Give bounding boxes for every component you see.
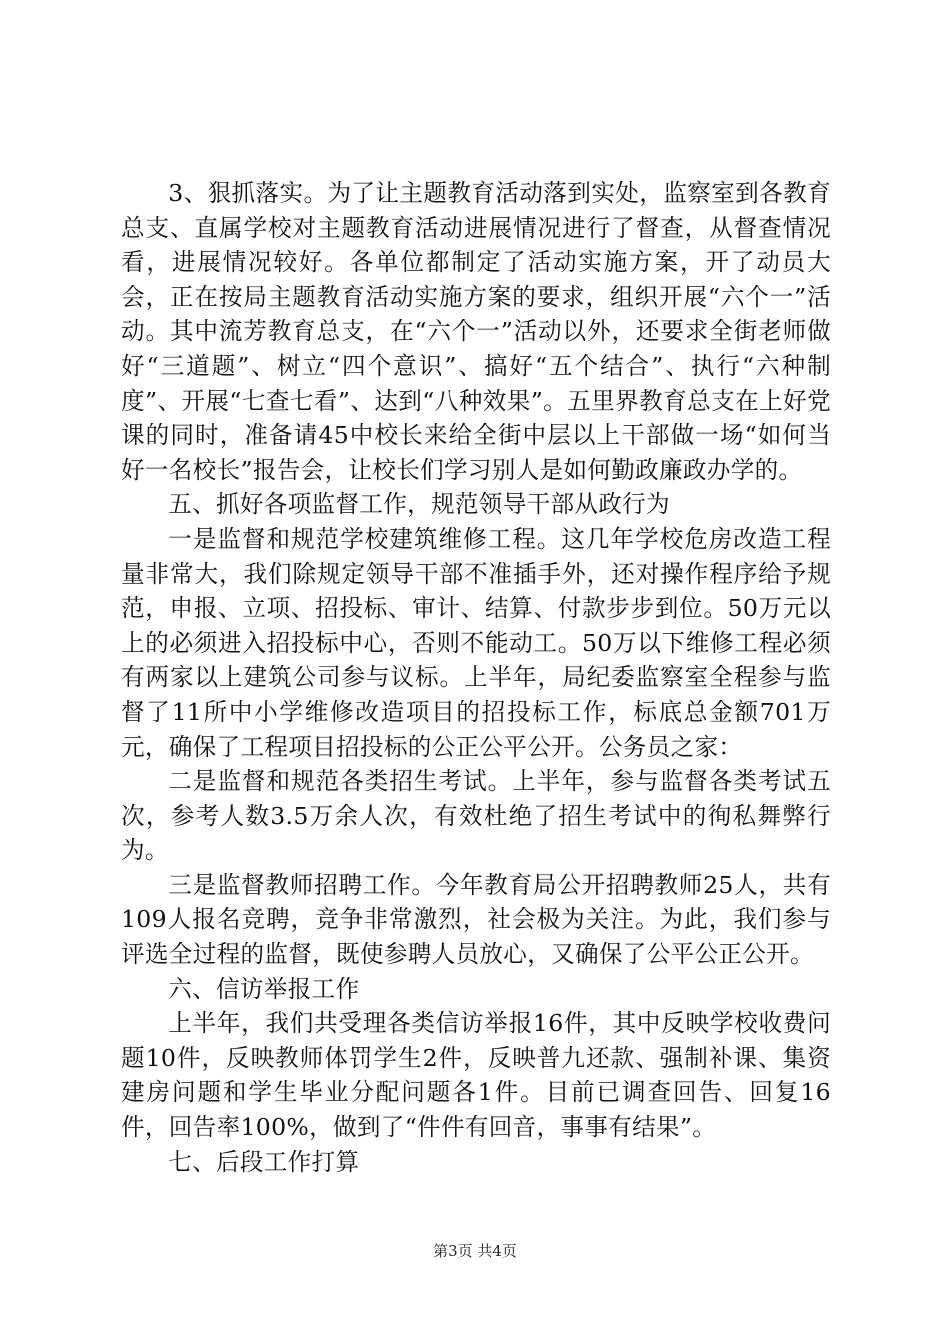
page-number-footer: 第3页 共4页 [433, 1242, 517, 1260]
section-heading-supervision: 五、抓好各项监督工作，规范领导干部从政行为 [168, 490, 670, 519]
paragraph-petitions: 上半年，我们共受理各类信访举报16件，其中反映学校收费问题10件，反映教师体罚学生2件，反映普九还款、强制补课、集资建房问题和学生毕业分配问题各1件。目前已调查回告、回复16件，回告率100%，做到了“件件有回音，事事有结果”。 [121, 1009, 831, 1142]
section-heading-petitions: 六、信访举报工作 [168, 974, 360, 1003]
document-body [121, 176, 831, 1179]
section-heading-next-steps: 七、后段工作打算 [168, 1147, 360, 1176]
paragraph-teacher-recruitment: 三是监督教师招聘工作。今年教育局公开招聘教师25人，共有109人报名竞聘，竞争非常激烈，社会极为关注。为此，我们参与评选全过程的监督，既使参聘人员放心，又确保了公平公正公开。 [121, 870, 831, 969]
paragraph-exam-supervision: 二是监督和规范各类招生考试。上半年，参与监督各类考试五次，参考人数3.5万余人次，有效杜绝了招生考试中的徇私舞弊行为。 [121, 767, 831, 865]
paragraph-implementation: 3、狠抓落实。为了让主题教育活动落到实处，监察室到各教育总支、直属学校对主题教育活动进展情况进行了督查，从督查情况看，进展情况较好。各单位都制定了活动实施方案，开了动员大会，正在按局主题教育活动实施方案的要求，组织开展“六个一”活动。其中流芳教育总支，在“六个一”活动以外，还要求全街老师做好“三道题”、树立“四个意识”、搞好“五个结合”、执行“六种制度”、开展“七查七看”、达到“八种效果”。五里界教育总支在上好党课的同时，准备请45中校长来给全街中层以上干部做一场“如何当好一名校长”报告会，让校长们学习别人是如何勤政廉政办学的。 [121, 179, 831, 484]
paragraph-construction-supervision: 一是监督和规范学校建筑维修工程。这几年学校危房改造工程量非常大，我们除规定领导干部不准插手外，还对操作程序给予规范，申报、立项、招投标、审计、结算、付款步步到位。50万元以上的必须进入招投标中心，否则不能动工。50万以下维修工程必须有两家以上建筑公司参与议标。上半年，局纪委监察室全程参与监督了11所中小学维修改造项目的招投标工作，标底总金额701万元，确保了工程项目招投标的公正公平公开。公务员之家： [121, 524, 831, 761]
